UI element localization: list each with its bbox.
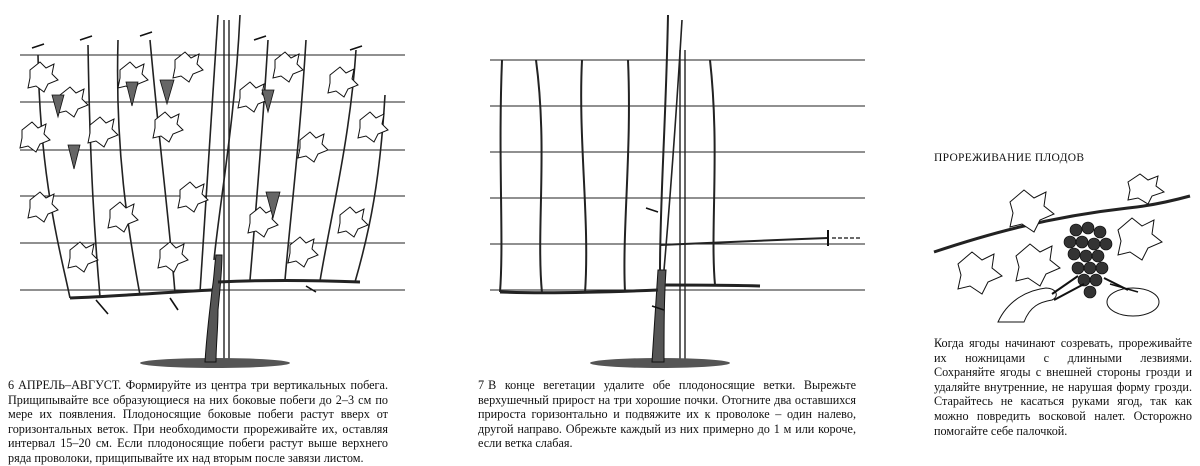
panel7-caption xyxy=(478,378,856,451)
grape-thinning-illustration xyxy=(928,172,1196,332)
thinning-text: Когда ягоды начинают созревать, прореживайте их ножницами с длинными лезвиями. Сохраняйте ягоды с внешней стороны грозди и удаляйте внутренние, не нарушая форму грозди. Старайтесь не касаться руками ягод, так как можно повредить восковой налет. Осторожно помогайте себе палочкой. xyxy=(934,336,1192,438)
thinning-title: ПРОРЕЖИВАНИЕ ПЛОДОВ xyxy=(934,152,1085,164)
panel7-text: В конце вегетации удалите обе плодоносящие ветки. Вырежьте верхушечный прирост на три хорошие почки. Отогните два оставшихся прироста горизонтально и подвяжите их к проволоке – один налево, другой направо. Обрежьте каждый из них примерно до 1 м или короче, если ветка слабая. xyxy=(478,378,856,451)
vine-pruning-illustration xyxy=(470,0,880,372)
panel7-number: 7 xyxy=(478,378,485,392)
panel6-caption xyxy=(8,378,388,466)
panel6-number: 6 xyxy=(8,378,15,392)
thinning-caption xyxy=(934,336,1192,438)
vine-summer-illustration xyxy=(0,0,420,372)
panel6-text: АПРЕЛЬ–АВГУСТ. Формируйте из центра три вертикальных побега. Прищипывайте все образующиеся на них боковые побеги до 2–3 см по мере их появления. Плодоносящие боковые побеги растут вверх от горизонтальных веток. При необходимости прореживайте их, оставляя интервал 15–20 см. Если плодоносящие побеги растут выше верхнего ряда проволоки, прищипывайте их над вторым после завязи листом. xyxy=(8,378,388,465)
